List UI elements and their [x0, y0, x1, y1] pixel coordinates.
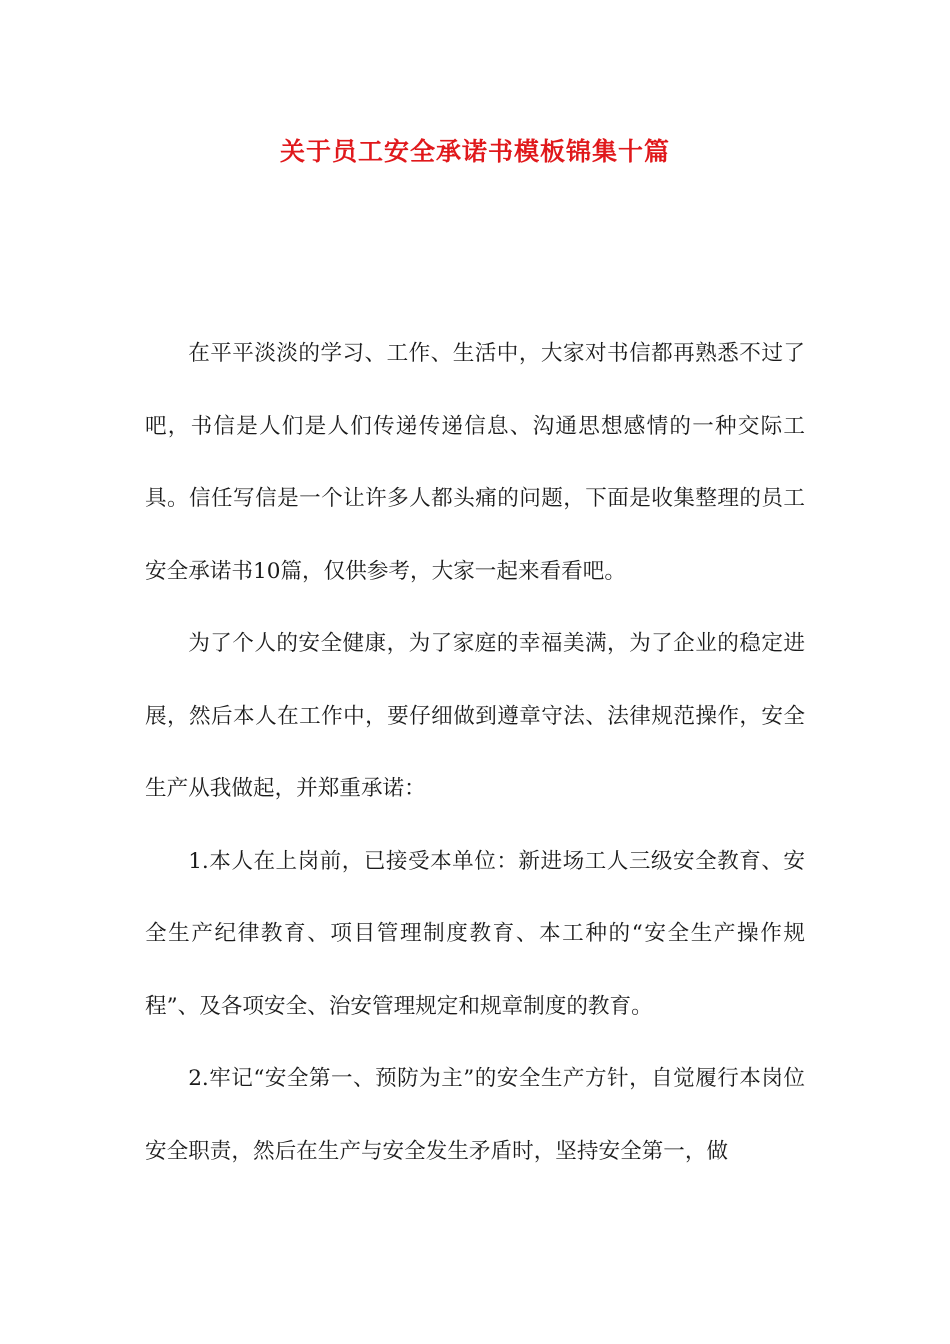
paragraph-item-1: 1.本人在上岗前，已接受本单位：新进场工人三级安全教育、安全生产纪律教育、项目管理制度教育、本工种的“安全生产操作规程”、及各项安全、治安管理规定和规章制度的教育。 — [145, 848, 805, 1019]
paragraph-intro: 在平平淡淡的学习、工作、生活中，大家对书信都再熟悉不过了吧，书信是人们是人们传递传递信息、沟通思想感情的一种交际工具。信任写信是一个让许多人都头痛的问题，下面是收集整理的员工安全承诺书10篇，仅供参考，大家一起来看看吧。 — [145, 341, 805, 584]
document-body — [145, 318, 805, 1188]
paragraph-pledge-opening: 为了个人的安全健康，为了家庭的幸福美满，为了企业的稳定进展，然后本人在工作中，要仔细做到遵章守法、法律规范操作，安全生产从我做起，并郑重承诺： — [145, 631, 805, 801]
document-title: 关于员工安全承诺书模板锦集十篇 — [279, 137, 670, 166]
paragraph-item-2: 2.牢记“安全第一、预防为主”的安全生产方针，自觉履行本岗位安全职责，然后在生产与安全发生矛盾时，坚持安全第一，做 — [145, 1066, 805, 1164]
